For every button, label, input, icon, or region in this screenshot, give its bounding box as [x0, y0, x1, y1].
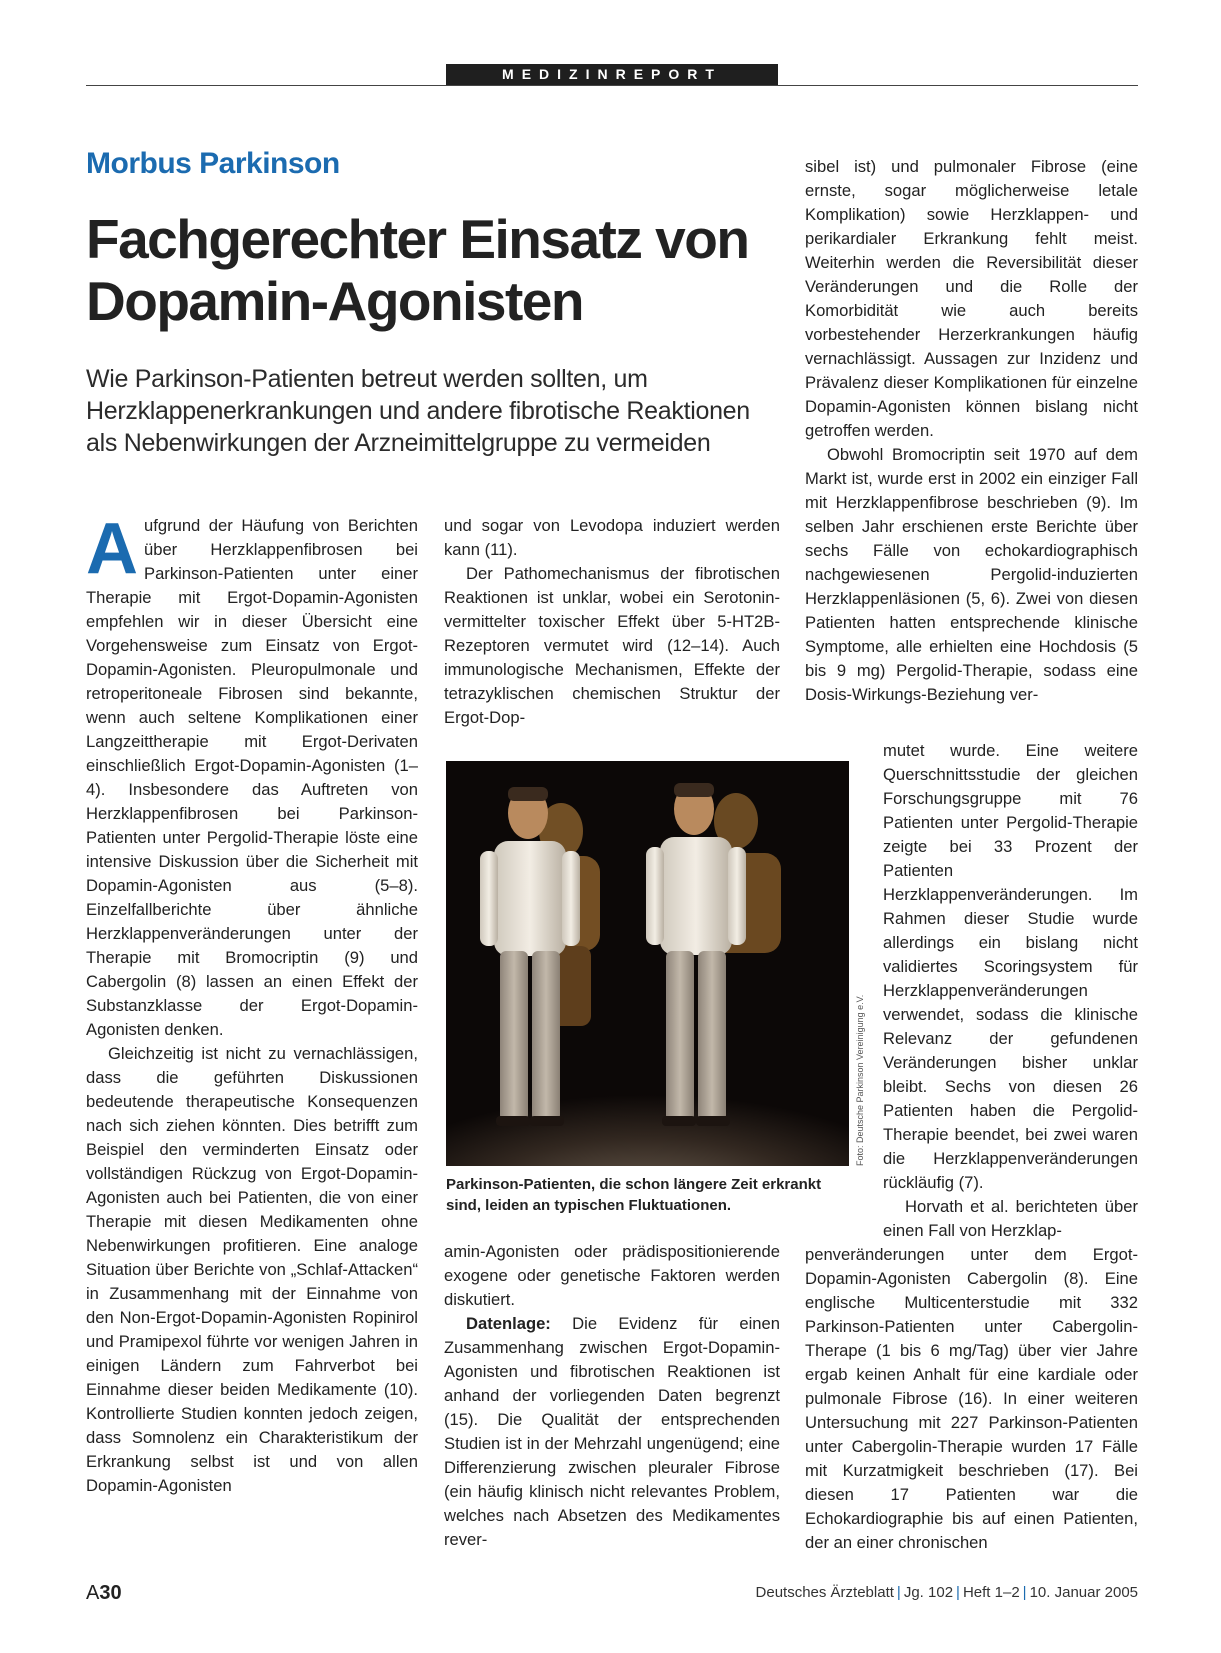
- article-kicker: Morbus Parkinson: [86, 147, 340, 180]
- paragraph: Obwohl Bromocriptin seit 1970 auf dem Markt ist, wurde erst in 2002 ein einziger Fall mit Herzklappenfibrose beschrieben (9). Im selben Jahr erschienen erste Berichte über sechs Fälle von echokardiographisch nachgewiesenen Pergolid-induzierten Herzklappenläsionen (5, 6). Zwei von diesen Patienten hatten entsprechende klinische Symptome, alle erhielten eine Hochdosis (5 bis 9 mg) Pergolid-Therapie, sodass eine Dosis-Wirkungs-Beziehung ver-: [805, 445, 1138, 704]
- body-column-2-bottom: [444, 1240, 780, 1552]
- paragraph: Der Pathomechanismus der fibrotischen Reaktionen ist unklar, wobei ein Serotonin-vermittelter toxischer Effekt über 5-HT2B-Rezeptoren vermutet wird (12–14). Auch immunologische Mechanismen, Effekte der tetrazyklischen chemischen Struktur der Ergot-Dop-: [444, 564, 780, 727]
- photo-caption: Parkinson-Patienten, die schon längere Zeit erkrankt sind, leiden an typischen Fluktuationen.: [446, 1176, 822, 1214]
- body-column-3-wrap: [883, 739, 1138, 1243]
- photo-parkinson-patients: [446, 761, 849, 1166]
- article-deck: Wie Parkinson-Patienten betreut werden sollten, um Herzklappenerkrankungen und andere fibrotische Reaktionen als Nebenwirkungen der Arzneimittelgruppe zu vermeiden: [86, 365, 750, 457]
- journal-volume: Jg. 102: [903, 1584, 954, 1601]
- drop-cap: A: [86, 509, 138, 589]
- paragraph: sibel ist) und pulmonaler Fibrose (eine ernste, sogar möglicherweise letale Komplikation) sowie Herzklappen- und perikardialer Erkrankung fehlt meist. Weiterhin werden die Reversibilität dieser Veränderungen und die Rolle der Komorbidität wie auch bereits vorbestehender Herzerkrankungen häufig vernachlässigt. Aussagen zur Inzidenz und Prävalenz dieser Komplikationen für einzelne Dopamin-Agonisten können bislang nicht getroffen werden.: [805, 157, 1138, 440]
- page-number: A30: [86, 1582, 122, 1604]
- paragraph-text: Die Evidenz für einen Zusammenhang zwischen Ergot-Dopamin-Agonisten und fibrotischen Reaktionen ist anhand der vorliegenden Daten begrenzt (15). Die Qualität der entsprechenden Studien ist in der Mehrzahl ungenügend; eine Differenzierung zwischen pleuraler Fibrose (ein häufig klinisch nicht relevantes Problem, welches nach Absetzen des Medikamentes rever-: [444, 1314, 780, 1549]
- journal-issue: Heft 1–2: [962, 1584, 1020, 1601]
- paragraph-intro: [86, 509, 418, 1042]
- journal-name: Deutsches Ärzteblatt: [755, 1584, 894, 1601]
- paragraph: Gleichzeitig ist nicht zu vernachlässigen, dass die geführten Diskussionen bedeutende therapeutische Konsequenzen nach sich ziehen könnten. Dies betrifft zum Beispiel den verminderten Einsatz oder vollständigen Rückzug von Ergot-Dopamin-Agonisten auch bei Patienten, die von einer Therapie mit diesen Medikamenten ohne Nebenwirkungen profitieren. Eine analoge Situation über Berichte von „Schlaf-Attacken“ in Zusammenhang mit der Einnahme von den Non-Ergot-Dopamin-Agonisten Ropinirol und Pramipexol führte vor wenigen Jahren in einigen Ländern zum Fahrverbot bei Einnahme dieser beiden Medikamente (10). Kontrollierte Studien konnten jedoch zeigen, dass Somnolenz ein Charakteristikum der Erkrankung selbst ist und von allen Dopamin-Agonisten: [86, 1044, 418, 1495]
- body-column-3-bottom: [805, 1243, 1138, 1555]
- photo-illustration: [446, 761, 849, 1166]
- run-in-heading: Datenlage:: [466, 1314, 551, 1333]
- section-label: MEDIZINREPORT: [446, 64, 778, 85]
- paragraph: penveränderungen unter dem Ergot-Dopamin-Agonisten Cabergolin (8). Eine englische Multicenterstudie mit 332 Parkinson-Patienten unter Cabergolin-Therape (1 bis 6 mg/Tag) über vier Jahre ergab keinen Anhalt für eine kardiale oder pulmonale Fibrose (16). In einer weiteren Untersuchung mit 227 Parkinson-Patienten unter Cabergolin-Therapie wurden 17 Fälle mit Kurzatmigkeit beschrieben (17). Bei diesen 17 Patienten war die Echokardiographie bis auf einen Patienten, der an einer chronischen: [805, 1245, 1138, 1552]
- paragraph-text: ufgrund der Häufung von Berichten über Herzklappenfibrosen bei Parkinson-Patienten unter einer Therapie mit Ergot-Dopamin-Agonisten empfehlen wir in dieser Übersicht eine Vorgehensweise zum Einsatz von Ergot-Dopamin-Agonisten. Pleuropulmonale und retroperitoneale Fibrosen sind bekannte, wenn auch seltene Komplikationen einer Langzeittherapie mit Ergot-Derivaten einschließlich Ergot-Dopamin-Agonisten (1–4). Insbesondere das Auftreten von Herzklappenfibrosen bei Parkinson-Patienten unter Pergolid-Therapie löste eine intensive Diskussion über die Sicherheit mit Dopamin-Agonisten aus (5–8). Einzelfallberichte über ähnliche Herzklappenveränderungen unter der Therapie mit Bromocriptin (9) und Cabergolin (8) lassen an einen Effekt der Substanzklasse der Ergot-Dopamin-Agonisten denken.: [86, 516, 418, 1039]
- photo-credit: Foto: Deutsche Parkinson Vereinigung e.V.: [855, 994, 865, 1166]
- header-rule: [86, 85, 1138, 86]
- paragraph: und sogar von Levodopa induziert werden kann (11).: [444, 516, 780, 559]
- journal-footer: Deutsches Ärzteblatt | Jg. 102 | Heft 1–2 | 10. Januar 2005: [755, 1584, 1138, 1601]
- body-column-2-top: [444, 514, 780, 730]
- body-column-3-top: [805, 155, 1138, 707]
- paragraph: Horvath et al. berichteten über einen Fall von Herzklap-: [883, 1197, 1138, 1240]
- paragraph: mutet wurde. Eine weitere Querschnittsstudie der gleichen Forschungsgruppe mit 76 Patienten unter Pergolid-Therapie zeigte bei 33 Prozent der Patienten Herzklappenveränderungen. Im Rahmen dieser Studie wurde allerdings ein bislang nicht validiertes Scoringsystem für Herzklappenveränderungen verwendet, sodass die klinische Relevanz der gefundenen Veränderungen bisher unklar bleibt. Sechs von diesen 26 Patienten haben die Pergolid-Therapie beendet, bei zwei waren die Herzklappenveränderungen rückläufig (7).: [883, 741, 1138, 1192]
- article-headline: Fachgerechter Einsatz von Dopamin-Agonisten: [86, 208, 749, 332]
- paragraph: amin-Agonisten oder prädispositionierende exogene oder genetische Faktoren werden diskutiert.: [444, 1242, 780, 1309]
- paragraph-datenlage: [444, 1312, 780, 1552]
- journal-date: 10. Januar 2005: [1029, 1584, 1138, 1601]
- body-column-1: [86, 509, 418, 1498]
